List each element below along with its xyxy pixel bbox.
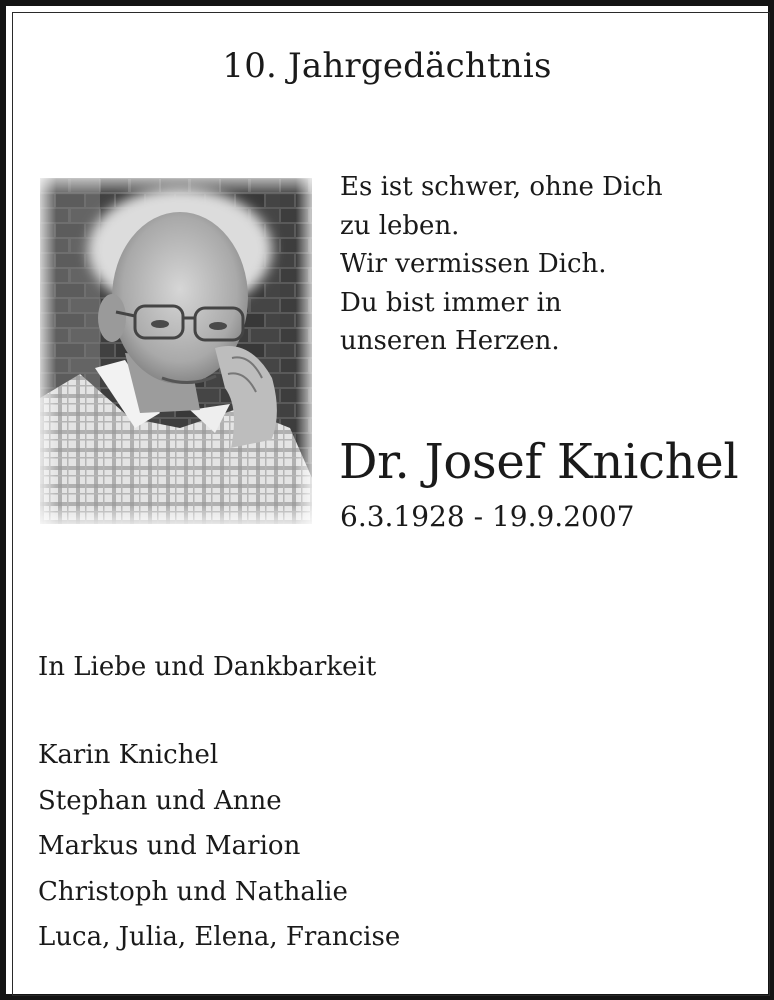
family-member: Markus und Marion	[38, 831, 301, 861]
family-member: Christoph und Nathalie	[38, 876, 348, 907]
poem-line: zu leben.	[340, 210, 460, 241]
portrait-photo	[40, 178, 312, 524]
notice-heading: 10. Jahrgedächtnis	[222, 46, 552, 86]
family-member: Luca, Julia, Elena, Francise	[38, 922, 401, 952]
poem-line: Du bist immer in	[340, 287, 562, 318]
poem-line: unseren Herzen.	[340, 326, 560, 356]
poem-line: Wir vermissen Dich.	[340, 249, 607, 279]
poem-line: Es ist schwer, ohne Dich	[340, 172, 663, 202]
memorial-poem	[340, 168, 663, 361]
family-list	[38, 733, 400, 961]
deceased-name: Dr. Josef Knichel	[339, 434, 739, 490]
closing-phrase: In Liebe und Dankbarkeit	[38, 652, 377, 682]
life-dates: 6.3.1928 - 19.9.2007	[340, 500, 635, 533]
family-member: Stephan und Anne	[38, 785, 282, 816]
family-member: Karin Knichel	[38, 740, 219, 770]
